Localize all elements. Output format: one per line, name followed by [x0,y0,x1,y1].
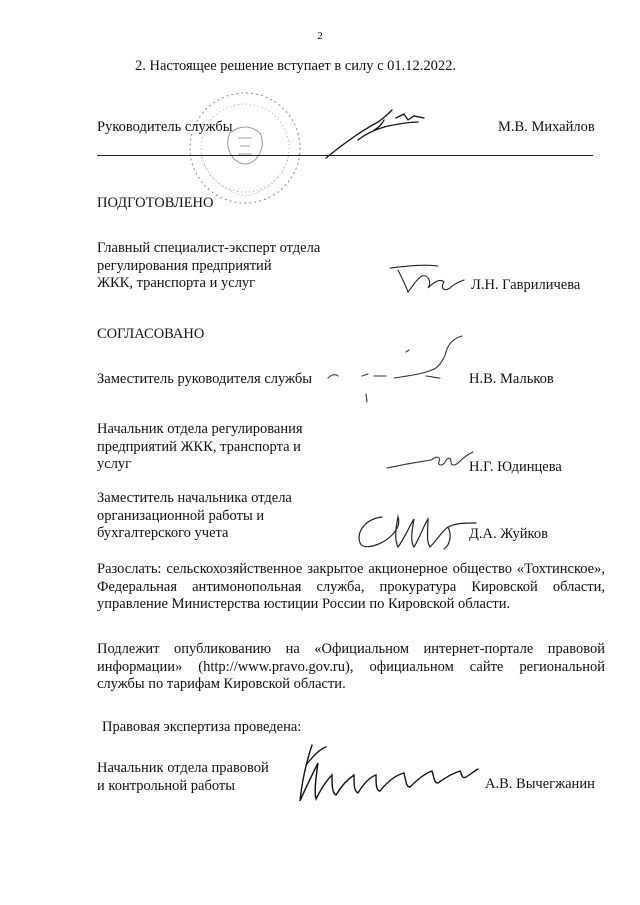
legal-review-position-line: Начальник отдела правовой [97,760,269,776]
prepared-position-line: Главный специалист-эксперт отдела [97,240,321,256]
prepared-heading: ПОДГОТОВЛЕНО [97,195,214,211]
agreed-position-2 [97,421,357,474]
agreed-signature-2 [385,448,475,474]
legal-review-name: А.В. Вычегжанин [485,776,595,792]
head-position: Руководитель службы [97,119,233,135]
agreed-name-2: Н.Г. Юдинцева [469,459,562,475]
agreed-position-line: организационной работы и [97,507,265,524]
agreed-position-3 [97,490,357,543]
legal-review-text: Правовая экспертиза проведена: [102,719,302,735]
prepared-position-line: ЖКК, транспорта и услуг [97,275,256,292]
prepared-name: Л.Н. Гавриличева [471,277,581,293]
agreed-position-line: предприятий ЖКК, транспорта и [97,438,301,455]
agreed-name-1: Н.В. Мальков [469,371,554,387]
agreed-signature-3 [352,505,482,555]
legal-review-signature [292,735,482,810]
agreed-position-line: Заместитель начальника отдела [97,490,292,506]
agreed-heading: СОГЛАСОВАНО [97,326,205,342]
divider-line [97,155,593,156]
agreed-position-line: услуг [97,456,132,473]
publication-note: Подлежит опубликованию на «Официальном интернет-портале правовой информации» (http://www.pravo.gov.ru), официальном сайте региональной службы по тарифам Кировской области. [97,641,605,693]
page-number: 2 [317,30,323,42]
head-name: М.В. Михайлов [498,119,595,135]
distribution-list: Разослать: сельскохозяйственное закрытое акционерное общество «Тохтинское», Федеральная антимонопольная служба, прокуратура Кировской области, управление Министерства юстиции России по Кировской области. [97,561,605,613]
legal-review-position-line: и контрольной работы [97,777,235,794]
prepared-signature [388,262,468,298]
agreed-signature-1 [322,330,472,410]
prepared-position-line: регулирования предприятий [97,257,272,274]
legal-review-position [97,760,297,795]
agreed-position-1: Заместитель руководителя службы [97,371,313,387]
prepared-position [97,240,357,293]
agreed-position-line: Начальник отдела регулирования [97,421,303,437]
clause-2: 2. Настоящее решение вступает в силу с 01.12.2022. [135,58,457,74]
agreed-position-line: бухгалтерского учета [97,525,229,542]
agreed-name-3: Д.А. Жуйков [469,526,548,542]
